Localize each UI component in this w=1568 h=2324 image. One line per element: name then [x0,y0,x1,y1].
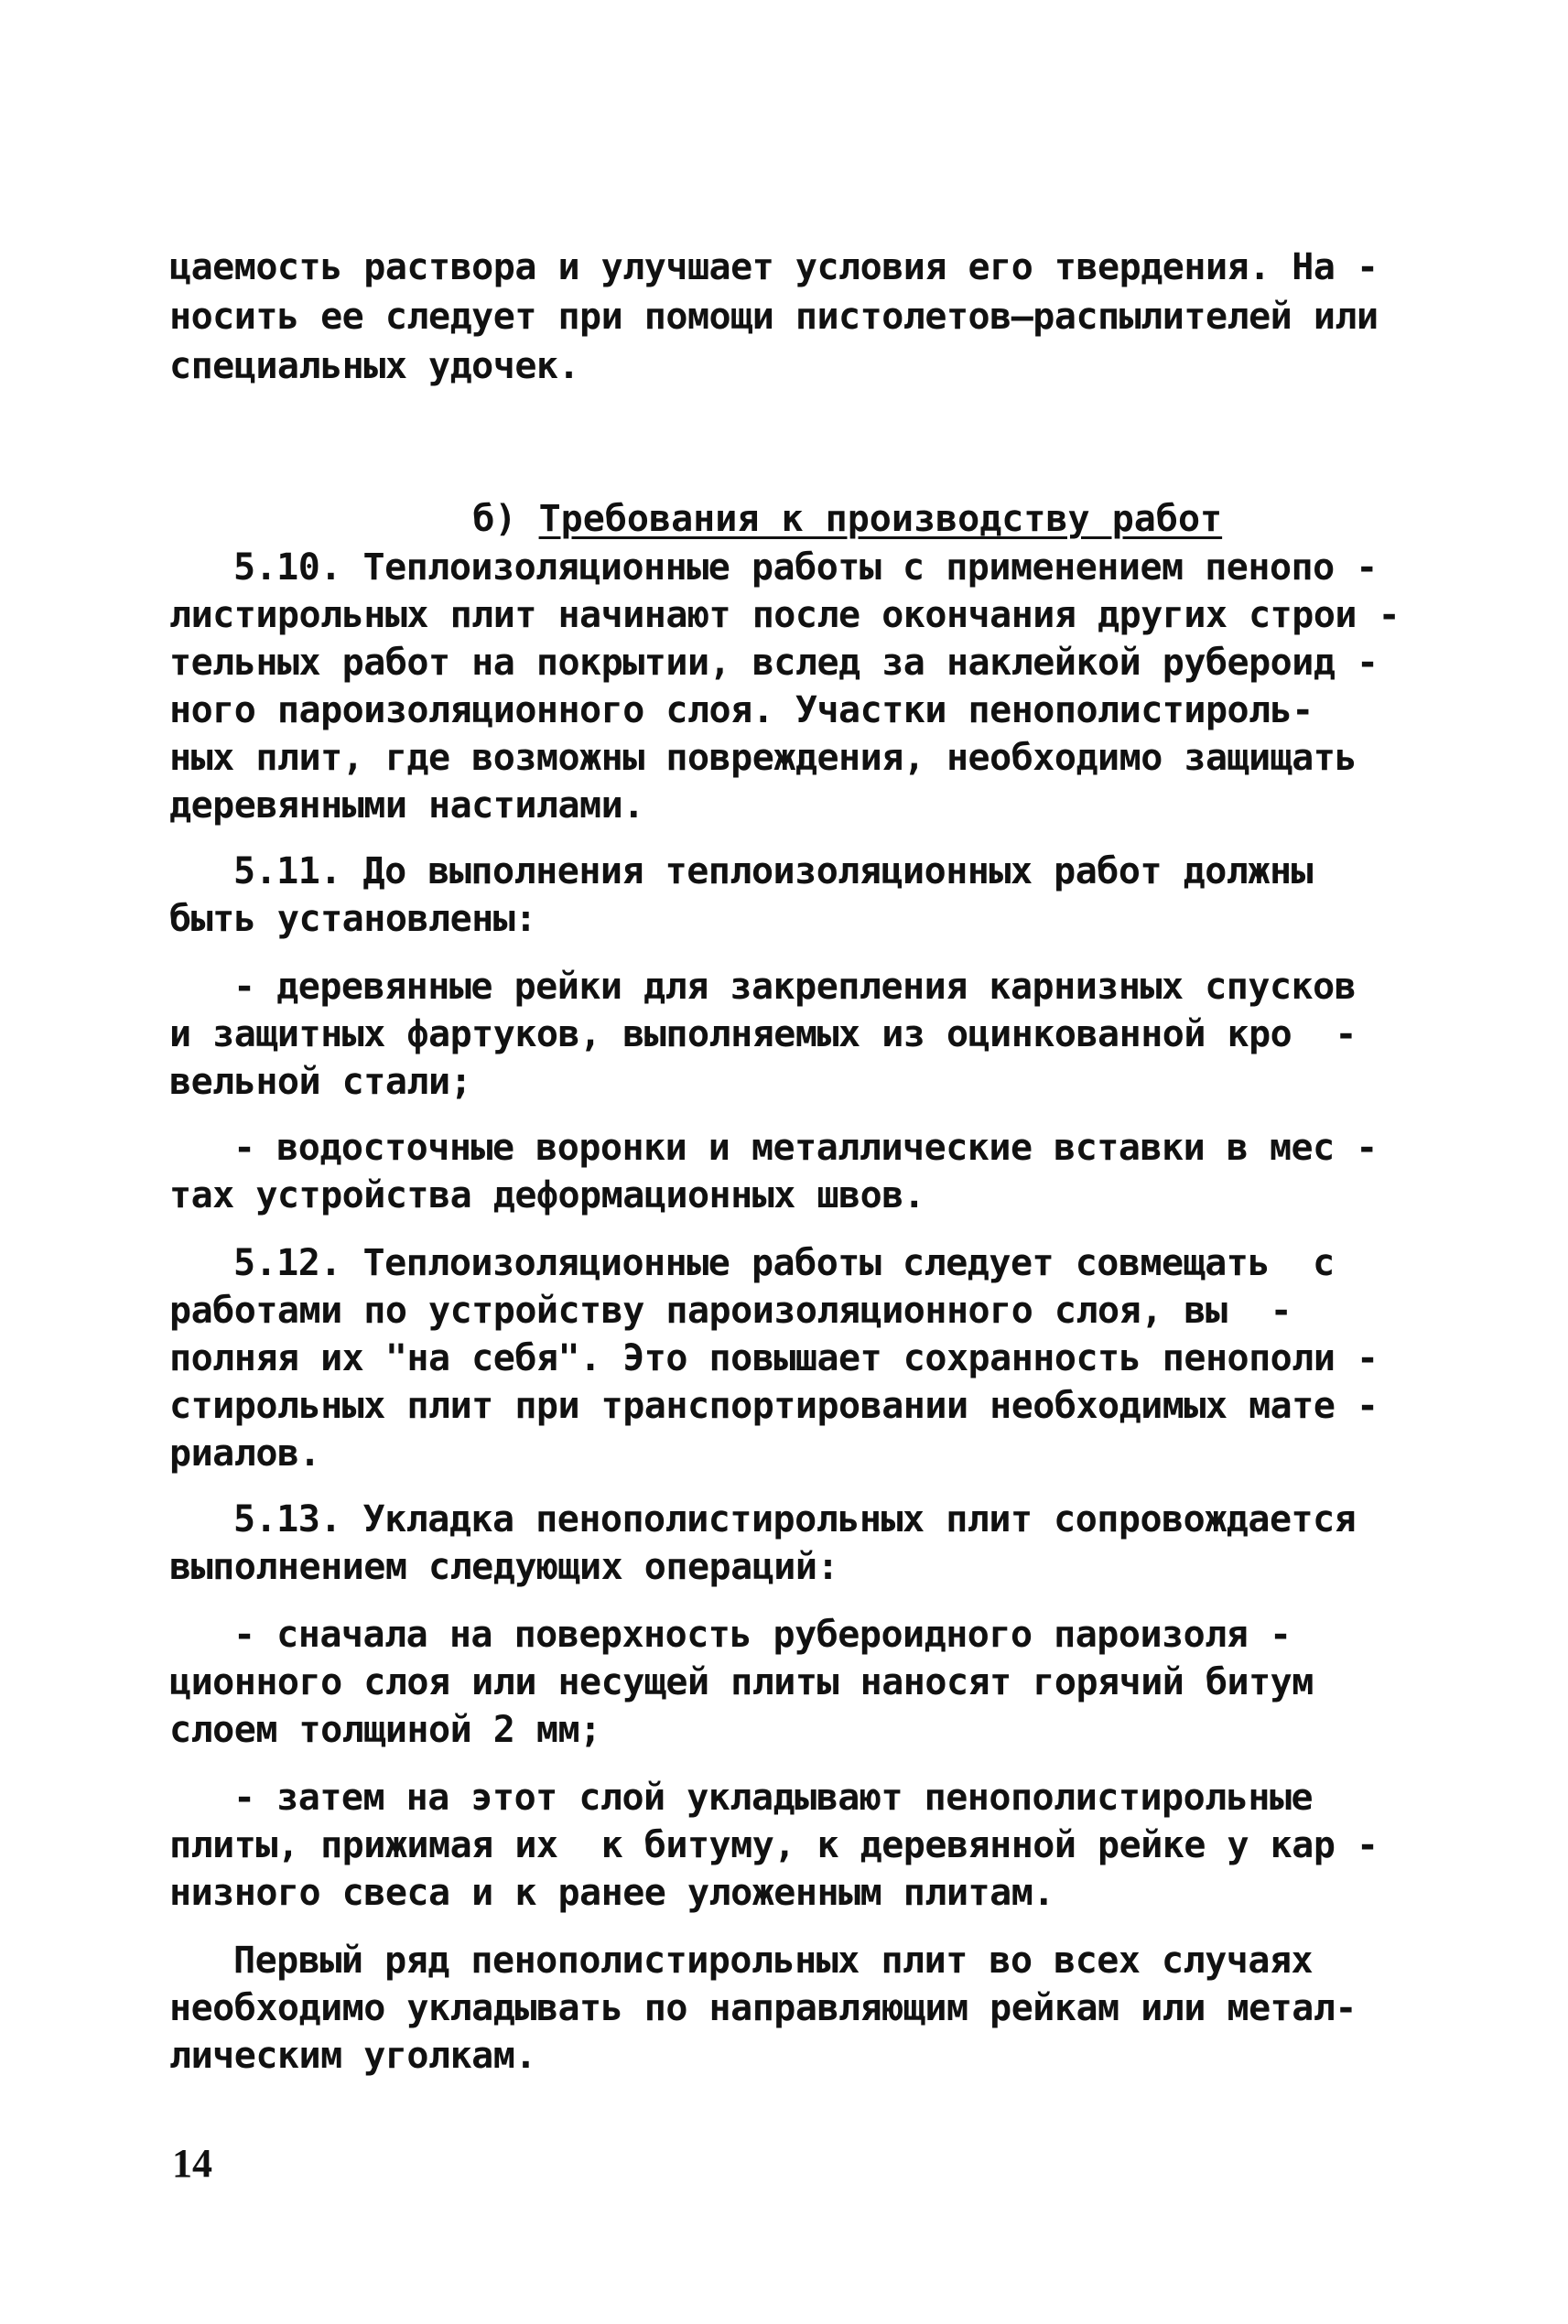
list-item-line: и защитных фартуков, выполняемых из оцинкованной кро - [169,1013,1357,1055]
paragraph-5-11-line: быть установлены: [169,898,536,940]
paragraph-5-10-line: ного пароизоляционного слоя. Участки пенополистироль- [169,689,1314,731]
list-item-line: слоем толщиной 2 мм; [169,1709,601,1751]
list-item-line: плиты, прижимая их к битуму, к деревянной рейке у кар - [169,1824,1379,1866]
paragraph-last-line: Первый ряд пенополистирольных плит во всех случаях [233,1940,1314,1982]
paragraph-5-12-line: риалов. [169,1432,321,1475]
paragraph-5-10-line: тельных работ на покрытии, вслед за наклейкой рубероид - [169,642,1379,684]
paragraph-5-12-line: полняя их "на себя". Это повышает сохранность пенополи - [169,1337,1379,1379]
list-item-line: - водосточные воронки и металлические вставки в мес - [233,1127,1378,1169]
paragraph-5-10-line: деревянными настилами. [169,784,644,827]
paragraph-5-13-line: выполнением следующих операций: [169,1546,839,1588]
paragraph-5-10-line: листирольных плит начинают после окончания других строи - [169,594,1400,636]
text-line: носить ее следует при помощи пистолетов–распылителей или [169,296,1379,338]
paragraph-5-13-line: 5.13. Укладка пенополистирольных плит сопровождается [233,1498,1357,1540]
list-item-line: - затем на этот слой укладывают пенополистирольные [233,1777,1314,1819]
section-heading-title: Требования к производству работ [538,498,1223,540]
text-line: цаемость раствора и улучшает условия его твердения. На - [169,246,1379,288]
paragraph-5-12-line: стирольных плит при транспортировании необходимых мате - [169,1385,1379,1427]
paragraph-5-10-line: 5.10. Теплоизоляционные работы с применением пенопо - [233,546,1378,589]
list-item-line: вельной стали; [169,1061,472,1103]
list-item-line: - деревянные рейки для закрепления карнизных спусков [233,966,1357,1008]
list-item-line: низного свеса и к ранее уложенным плитам. [169,1872,1054,1914]
list-item-line: - сначала на поверхность рубероидного пароизоля - [233,1614,1292,1656]
paragraph-last-line: необходимо укладывать по направляющим рейкам или метал- [169,1987,1357,2029]
list-item-line: тах устройства деформационных швов. [169,1174,925,1216]
section-heading-prefix: б) [472,498,539,540]
paragraph-5-10-line: ных плит, где возможны повреждения, необходимо защищать [169,737,1357,779]
paragraph-5-11-line: 5.11. До выполнения теплоизоляционных работ должны [233,850,1314,892]
page-number: 14 [172,2141,212,2186]
paragraph-last-line: лическим уголкам. [169,2035,536,2077]
paragraph-5-12-line: работами по устройству пароизоляционного слоя, вы - [169,1290,1292,1332]
text-line: специальных удочек. [169,345,580,387]
paragraph-5-12-line: 5.12. Теплоизоляционные работы следует совмещать с [233,1242,1335,1284]
list-item-line: ционного слоя или несущей плиты наносят горячий битум [169,1661,1314,1703]
